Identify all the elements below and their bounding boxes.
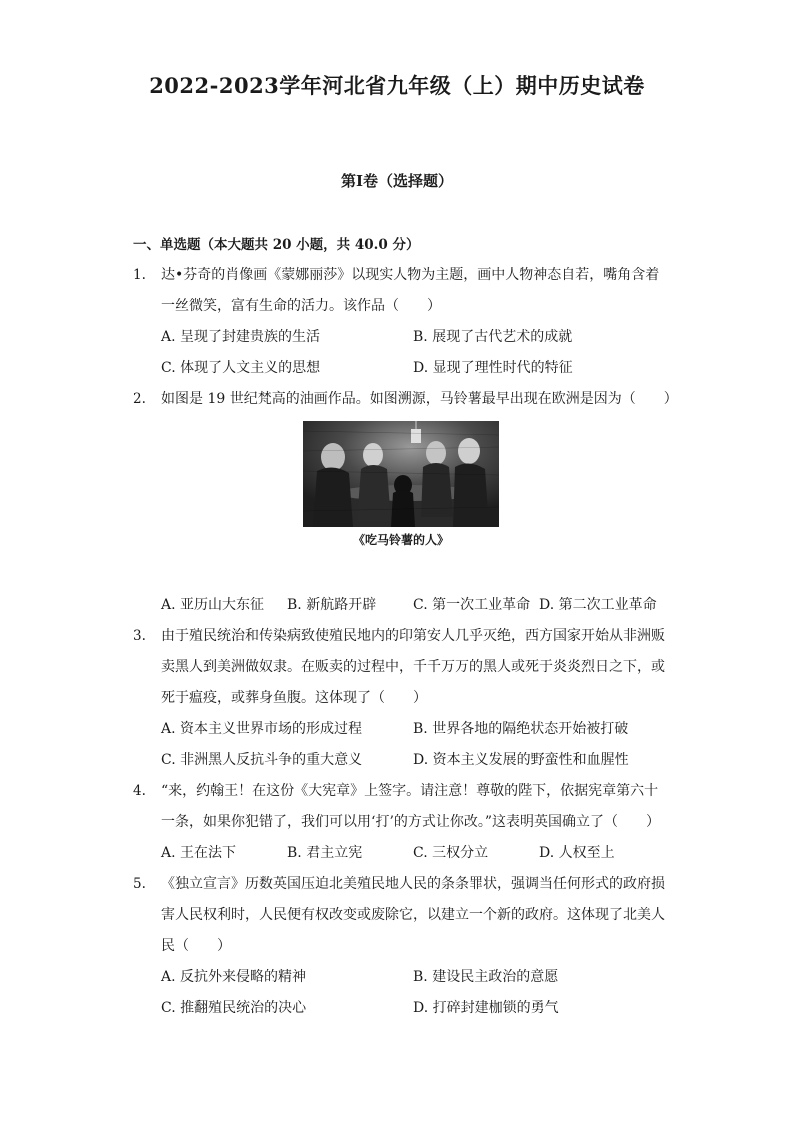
question-1 — [133, 260, 673, 384]
option-a[interactable]: A. 反抗外来侵略的精神 — [161, 969, 307, 985]
option-b[interactable]: B. 建设民主政治的意愿 — [413, 969, 559, 985]
option-c[interactable]: C. 三权分立 — [413, 845, 489, 861]
option-b[interactable]: B. 新航路开辟 — [287, 597, 377, 613]
option-d[interactable]: D. 第二次工业革命 — [539, 597, 657, 613]
figure-caption: 《吃马铃薯的人》 — [352, 533, 449, 547]
option-c[interactable]: C. 第一次工业革命 — [413, 597, 531, 613]
potato-eaters-painting — [303, 421, 499, 527]
part-title: 第Ⅰ卷（选择题） — [340, 172, 454, 190]
question-number: 2. — [133, 391, 146, 407]
option-a[interactable]: A. 资本主义世界市场的形成过程 — [161, 721, 363, 737]
question-text-line: “来，约翰王！在这份《大宪章》上签字。请注意！尊敬的陛下，依据宪章第六十 — [161, 783, 659, 799]
question-text-line: 卖黑人到美洲做奴隶。在贩卖的过程中，千千万万的黑人或死于炎炎烈日之下，或 — [161, 659, 665, 675]
question-text-line: 如图是 19 世纪梵高的油画作品。如图溯源，马铃薯最早出现在欧洲是因为（ ） — [161, 391, 678, 407]
options — [161, 590, 679, 621]
question-text-line: 害人民权利时，人民便有权改变或废除它，以建立一个新的政府。这体现了北美人 — [161, 907, 665, 923]
option-d[interactable]: D. 资本主义发展的野蛮性和血腥性 — [413, 752, 629, 768]
options — [161, 322, 673, 384]
question-number: 4. — [133, 783, 146, 799]
question-text-line: 《独立宣言》历数英国压迫北美殖民地人民的条条罪状，强调当任何形式的政府损 — [161, 876, 665, 892]
question-number: 3. — [133, 628, 146, 644]
option-a[interactable]: A. 亚历山大东征 — [161, 597, 265, 613]
figure — [161, 421, 641, 590]
question-text-line: 一丝微笑，富有生命的活力。该作品（ ） — [161, 298, 441, 314]
question-3 — [133, 621, 673, 776]
question-2 — [133, 384, 678, 621]
option-b[interactable]: B. 君主立宪 — [287, 845, 363, 861]
options — [161, 838, 673, 869]
question-number: 1. — [133, 267, 146, 283]
option-d[interactable]: D. 显现了理性时代的特征 — [413, 360, 573, 376]
option-b[interactable]: B. 展现了古代艺术的成就 — [413, 329, 573, 345]
option-c[interactable]: C. 体现了人文主义的思想 — [161, 360, 321, 376]
option-c[interactable]: C. 推翻殖民统治的决心 — [161, 1000, 307, 1016]
question-number: 5. — [133, 876, 146, 892]
option-a[interactable]: A. 呈现了封建贵族的生活 — [161, 329, 321, 345]
question-text-line: 由于殖民统治和传染病致使殖民地内的印第安人几乎灭绝，西方国家开始从非洲贩 — [161, 628, 665, 644]
option-a[interactable]: A. 王在法下 — [161, 845, 237, 861]
option-d[interactable]: D. 人权至上 — [539, 845, 615, 861]
options — [161, 962, 673, 1024]
option-b[interactable]: B. 世界各地的隔绝状态开始被打破 — [413, 721, 629, 737]
question-text-line: 死于瘟疫，或葬身鱼腹。这体现了（ ） — [161, 690, 427, 706]
question-text-line: 一条，如果你犯错了，我们可以用‘打’的方式让你改。”这表明英国确立了（ ） — [161, 814, 661, 830]
question-4 — [133, 776, 673, 869]
option-c[interactable]: C. 非洲黑人反抗斗争的重大意义 — [161, 752, 363, 768]
question-text-line: 达•芬奇的肖像画《蒙娜丽莎》以现实人物为主题，画中人物神态自若，嘴角含着 — [161, 267, 660, 283]
option-d[interactable]: D. 打碎封建枷锁的勇气 — [413, 1000, 559, 1016]
options — [161, 714, 673, 776]
section-heading: 一、单选题（本大题共 20 小题，共 40.0 分） — [133, 237, 420, 253]
question-list — [133, 260, 678, 1024]
question-text-line: 民（ ） — [161, 938, 231, 954]
exam-title: 2022-2023学年河北省九年级（上）期中历史试卷 — [149, 73, 645, 98]
question-5 — [133, 869, 673, 1024]
